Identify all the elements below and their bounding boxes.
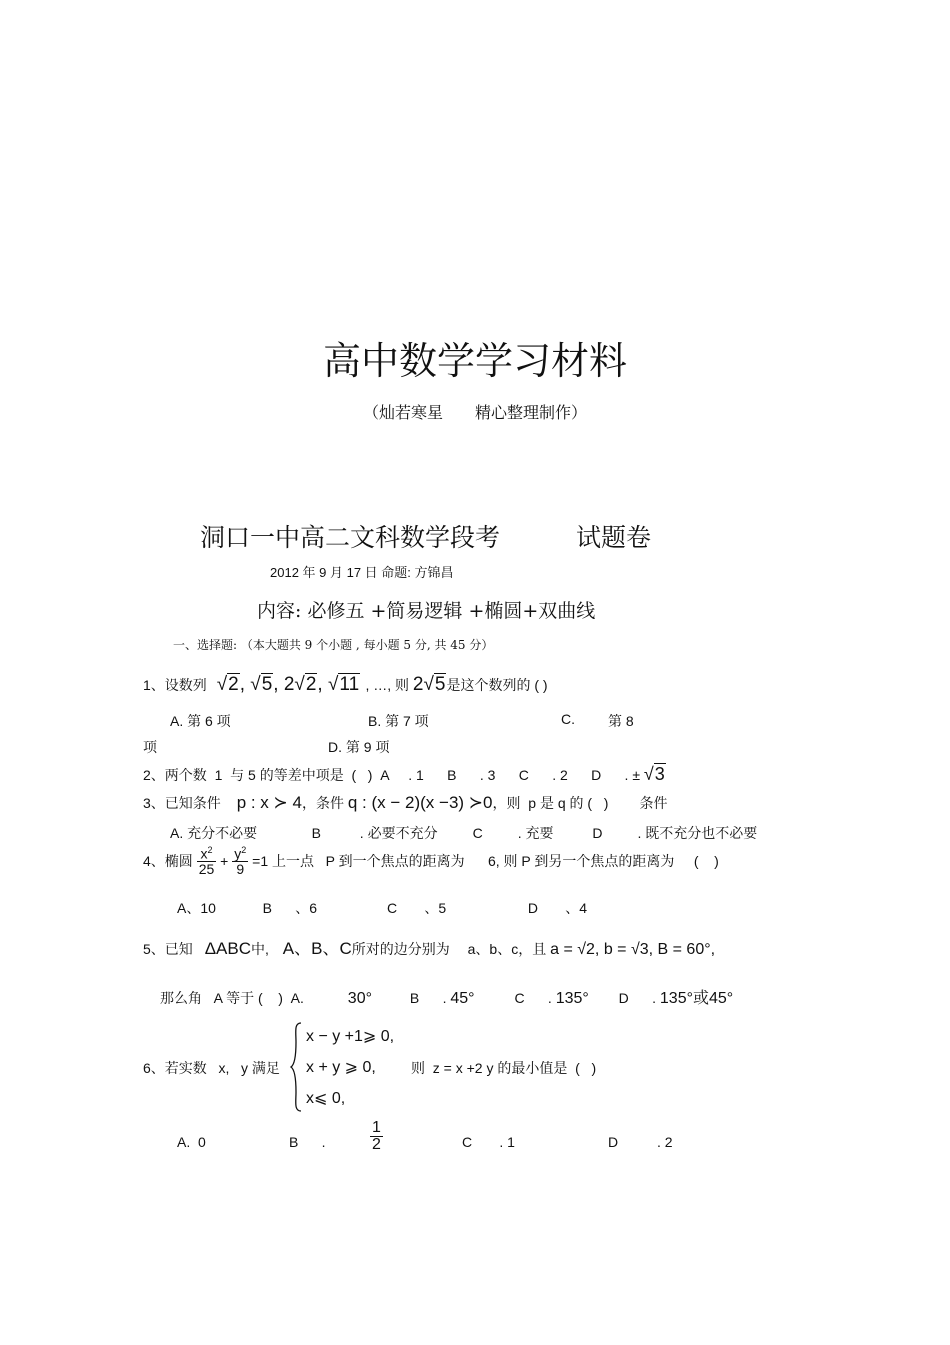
section-heading: 一、选择题: （本大题共 9 个小题 , 每小题 5 分, 共 45 分） [173,638,494,652]
q3-condition-q: q : (x − 2)(x −3) ≻0 [347,793,493,812]
q4-frac-x [197,846,217,876]
page-subtitle: （灿若寒星 精心整理制作） [362,403,587,422]
q3-prefix: 3、已知条件 [143,795,221,811]
exam-date-line: 2012 年 9 月 17 日 命题: 方锦昌 [270,565,454,580]
q6-option-d: D . 2 [608,1134,673,1150]
q1-prefix: 1、设数列 [143,677,207,693]
question-4: 4、椭圆 $\frac{x^2}{25}$ + $\frac{y^2}{9}$ =1 上一点 P 到一个焦点的距离为 6, 则 P 到另一个焦点的距离为 ( ) [143,845,719,877]
q5-angles: A、B、C [282,939,352,958]
q1-target: 2√5 [412,674,446,695]
q5-question: 那么角 A 等于 ( ) A. [160,990,304,1006]
q3-mid: ，条件 [301,795,344,811]
exam-title [200,518,651,554]
q6-frac-num: 1 [372,1119,381,1136]
q6-prefix: 6、若实数 x, y 满足 [143,1060,280,1076]
q5-option-c-label: C . [514,990,552,1006]
q5-triangle: ΔABC [204,939,251,958]
q4-tail: 上一点 P 到一个焦点的距离为 6, 则 P 到另一个焦点的距离为 ( ) [272,852,719,869]
q5-option-c: 135° [555,990,589,1007]
q5-line-2 [160,985,733,1008]
q6-constraint-3: x⩽ 0, [306,1090,346,1107]
question-1 [143,674,548,696]
question-2: 2、两个数 1 与 5 的等差中项是 ( ) A . 1 B . 3 C . 2 D . ± √3 [143,764,665,784]
brace-icon [290,1022,302,1112]
q4-exp-x: 2 [207,845,213,855]
exam-title-suffix: 试题卷 [575,523,651,552]
q4-den-x: 25 [198,860,215,877]
q4-prefix: 4、椭圆 [143,852,193,869]
q4-options: A、10 B 、6 C 、5 D 、4 [177,900,587,916]
q6-option-a: A. 0 [177,1134,206,1150]
q6-constraint-2: x + y ⩾ 0, [306,1059,376,1076]
q4-frac-y [232,846,248,876]
q6-option-b-label: B . [289,1134,326,1150]
q5-option-a: 30° [347,990,372,1007]
q2-text: 2、两个数 1 与 5 的等差中项是 ( ) A . 1 B . 3 C . 2 D . ± [143,767,641,783]
q5-option-d-label: D . [618,990,657,1006]
q6-frac-den: 2 [372,1136,381,1153]
q5-option-b-label: B . [409,990,447,1006]
q5-text1: 所对的边分别为 [351,941,450,957]
q5-option-b: 45° [450,990,475,1007]
q4-num-x: x [200,845,208,862]
q5-zhong: 中, [251,941,269,957]
q4-num-y: y [234,845,242,862]
q5-given: a = √2, b = √3, B = 60°, [550,941,716,958]
q1-target-root: 5 [434,674,446,695]
q3-tail: ，则 p 是 q 的 ( ) 条件 [492,795,668,811]
q6-option-b-frac [370,1120,383,1153]
q1-option-c-wrap: 项 [143,739,157,755]
q1-option-c-text: 第 8 [608,713,634,729]
question-5 [143,934,715,959]
q3-condition-p: p : x ≻ 4 [236,793,302,812]
q5-option-d: 135°或45° [659,990,734,1007]
q4-eq: =1 [252,852,269,869]
q1-tail-b: 是这个数列的 ( ) [446,677,548,693]
q1-option-d: D. 第 9 项 [328,739,390,755]
q1-seq: √2, √5, 2√2, √11 [216,674,360,695]
q3-options: A. 充分不必要 B . 必要不充分 C . 充要 D . 既不充分也不必要 [170,825,758,841]
q1-term-1: 2 [228,674,239,695]
q5-sides: a、b、c，且 [467,941,547,957]
exam-title-main: 洞口一中高二文科数学段考 [200,523,501,552]
exam-content-line: 内容: 必修五 +简易逻辑 +椭圆+双曲线 [257,600,596,622]
q6-option-c: C . 1 [462,1134,515,1150]
q4-den-y: 9 [236,860,245,877]
q5-prefix: 5、已知 [143,941,193,957]
q6-tail: 则 z = x +2 y 的最小值是 ( ) [411,1060,597,1076]
q1-option-c: C. [561,711,575,727]
q1-term-2: 5 [261,674,273,695]
q1-term-3: 2 [305,674,317,695]
q1-tail-a: , …, 则 [365,677,409,693]
q1-term-4: 11 [339,674,360,695]
q2-root: 3 [654,764,665,784]
q1-option-b: B. 第 7 项 [368,713,429,729]
q1-option-a: A. 第 6 项 [170,713,231,729]
q4-exp-y: 2 [241,845,247,855]
page-title: 高中数学学习材料 [322,339,627,383]
q6-system-brace [290,1022,302,1112]
q6-constraint-1: x − y +1⩾ 0, [306,1028,395,1045]
question-3 [143,793,668,813]
